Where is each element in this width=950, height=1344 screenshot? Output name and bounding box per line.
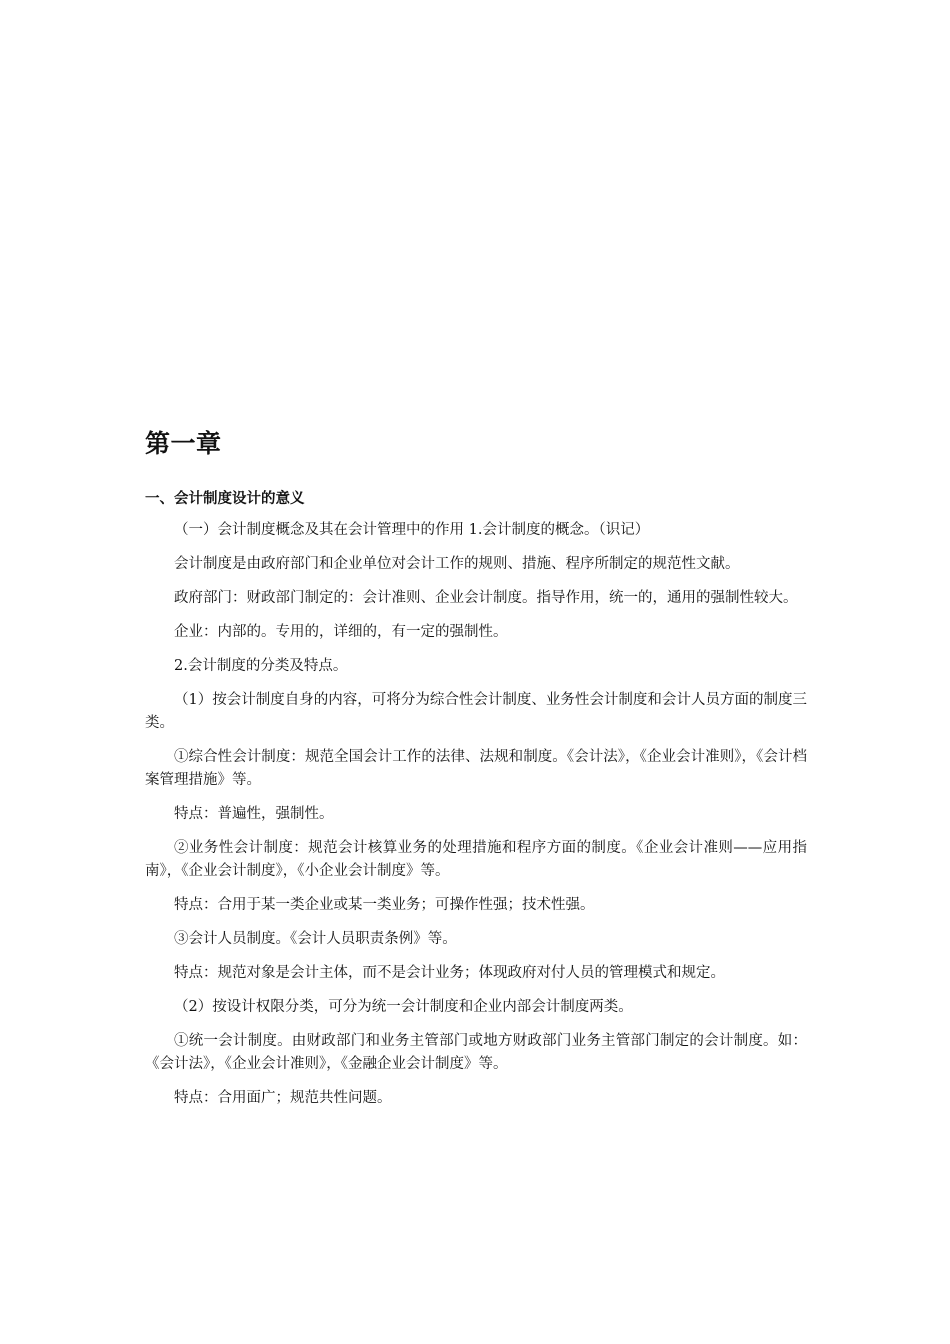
paragraph: 2.会计制度的分类及特点。 [174,658,348,674]
section-heading: 一、会计制度设计的意义 [145,491,305,507]
paragraph: （2）按设计权限分类，可分为统一会计制度和企业内部会计制度两类。 [174,999,633,1015]
paragraph: 特点：合用面广；规范共性问题。 [174,1090,392,1106]
paragraph: （1）按会计制度自身的内容，可将分为综合性会计制度、业务性会计制度和会计人员方面的制度三类。 [145,692,807,731]
paragraph: 政府部门：财政部门制定的：会计准则、企业会计制度。指导作用，统一的，通用的强制性较大。 [174,590,798,606]
paragraph: 特点：规范对象是会计主体，而不是会计业务；体现政府对付人员的管理模式和规定。 [174,965,725,981]
paragraph: （一）会计制度概念及其在会计管理中的作用 1.会计制度的概念。（识记） [174,522,650,538]
paragraph: ②业务性会计制度：规范会计核算业务的处理措施和程序方面的制度。《企业会计准则——应用指南》，《企业会计制度》，《小企业会计制度》等。 [145,840,807,879]
paragraph: 会计制度是由政府部门和企业单位对会计工作的规则、措施、程序所制定的规范性文献。 [174,556,740,572]
document-content [145,426,807,1121]
chapter-title: 第一章 [145,429,222,458]
paragraph: 企业：内部的。专用的，详细的，有一定的强制性。 [174,624,508,640]
paragraph: ①综合性会计制度：规范全国会计工作的法律、法规和制度。《会计法》，《企业会计准则》，《会计档案管理措施》等。 [145,749,807,788]
paragraph: 特点：普遍性，强制性。 [174,806,334,822]
paragraph: ①统一会计制度。由财政部门和业务主管部门或地方财政部门业务主管部门制定的会计制度。如：《会计法》，《企业会计准则》，《金融企业会计制度》等。 [145,1033,807,1072]
paragraph: 特点：合用于某一类企业或某一类业务；可操作性强；技术性强。 [174,897,595,913]
paragraph: ③会计人员制度。《会计人员职责条例》等。 [174,931,457,947]
